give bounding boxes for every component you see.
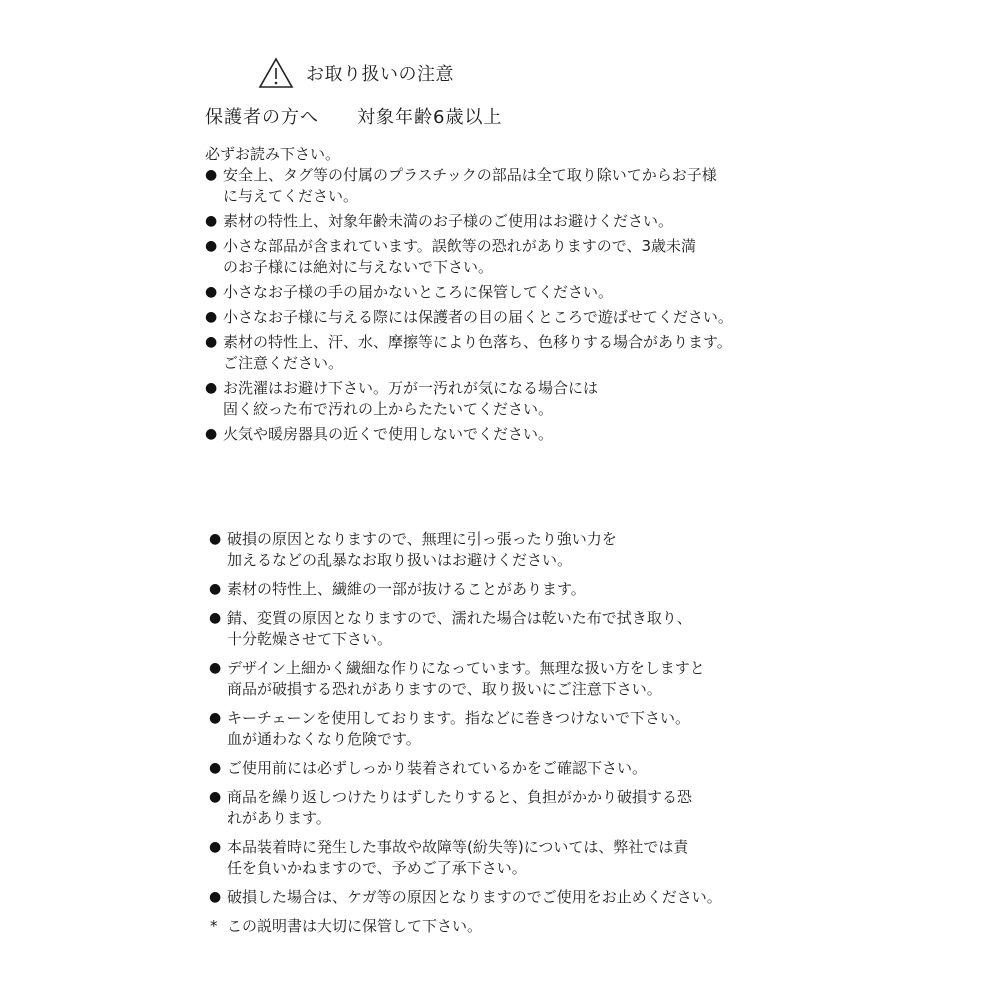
list-item-line: 素材の特性上、汗、水、摩擦等により色落ち、色移りする場合があります。 (223, 333, 732, 351)
list-item-line: 加えるなどの乱暴なお取り扱いはお避けください。 (227, 551, 573, 569)
bullet-icon: ● (209, 660, 222, 676)
list-item (209, 608, 722, 650)
list-item-line: お洗濯はお避け下さい。万が一汚れが気になる場合には (223, 379, 599, 397)
target-audience-subtitle: 保護者の方へ 対象年齢6歳以上 (205, 107, 503, 128)
list-item (205, 236, 733, 278)
list-item-line: 商品を繰り返しつけたりはずしたりすると、負担がかかり破損する恐 (227, 788, 693, 806)
list-item-line: 破損した場合は、ケガ等の原因となりますのでご使用をお止めください。 (227, 888, 722, 906)
list-item (205, 332, 733, 374)
list-item (209, 837, 722, 879)
list-item-line: キーチェーンを使用しております。指などに巻きつけないで下さい。 (227, 709, 691, 727)
bullet-icon: ● (205, 334, 218, 350)
bullet-icon: ● (205, 167, 218, 183)
list-item (205, 282, 733, 303)
list-item (209, 658, 722, 700)
list-item-line: 小さなお子様に与える際には保護者の目の届くところで遊ばせてください。 (223, 308, 733, 326)
bullet-icon: ● (209, 531, 222, 547)
list-item-line: 本品装着時に発生した事故や故障等(紛失等)については、弊社では責 (227, 838, 689, 856)
list-item-line: 任を負いかねますので、予めご了承下さい。 (227, 859, 527, 877)
bullet-icon: ● (209, 610, 222, 626)
bullet-icon: ● (205, 284, 218, 300)
page-title: お取り扱いの注意 (306, 64, 454, 85)
list-item-line: 破損の原因となりますので、無理に引っ張ったり強い力を (227, 530, 617, 548)
list-item (205, 378, 733, 420)
list-item (205, 424, 733, 445)
list-item-line: 固く絞った布で汚れの上からたたいてください。 (223, 400, 554, 418)
bullet-icon: ● (209, 789, 222, 805)
list-item (205, 307, 733, 328)
list-item-line: のお子様には絶対に与えないで下さい。 (223, 258, 494, 276)
warning-triangle-icon (258, 57, 294, 89)
footer-note: * この説明書は大切に保管して下さい。 (210, 917, 483, 935)
list-item-line: れがあります。 (227, 809, 331, 827)
list-item (209, 708, 722, 750)
list-item-line: 血が通わなくなり危険です。 (227, 730, 421, 748)
list-item-line: ご注意ください。 (223, 354, 344, 372)
header-row (258, 55, 454, 91)
intro-text: 必ずお読み下さい。 (205, 145, 341, 163)
list-item (205, 165, 733, 207)
list-item (205, 211, 733, 232)
bullet-icon: ● (205, 238, 218, 254)
list-item-line: 小さな部品が含まれています。誤飲等の恐れがありますので、3歳未満 (223, 237, 697, 255)
bullet-icon: ● (209, 839, 222, 855)
caution-list-secondary (209, 529, 722, 916)
list-item (209, 758, 722, 779)
bullet-icon: ● (209, 581, 222, 597)
list-item-line: 安全上、タグ等の付属のプラスチックの部品は全て取り除いてからお子様 (223, 166, 717, 184)
list-item (209, 787, 722, 829)
bullet-icon: ● (205, 380, 218, 396)
list-item-line: ご使用前には必ずしっかり装着されているかをご確認下さい。 (227, 759, 648, 777)
bullet-icon: ● (209, 889, 222, 905)
list-item-line: 商品が破損する恐れがありますので、取り扱いにご注意下さい。 (227, 680, 662, 698)
list-item-line: デザイン上細かく繊細な作りになっています。無理な扱い方をしますと (227, 659, 705, 677)
list-item-line: に与えてください。 (223, 187, 359, 205)
list-item (209, 887, 722, 908)
list-item-line: 素材の特性上、繊維の一部が抜けることがあります。 (227, 580, 586, 598)
list-item-line: 小さなお子様の手の届かないところに保管してください。 (223, 283, 614, 301)
bullet-icon: ● (205, 309, 218, 325)
bullet-icon: ● (205, 426, 218, 442)
caution-list-primary (205, 165, 733, 449)
list-item-line: 十分乾燥させて下さい。 (227, 630, 393, 648)
bullet-icon: ● (209, 760, 222, 776)
list-item-line: 錆、変質の原因となりますので、濡れた場合は乾いた布で拭き取り、 (227, 609, 692, 627)
list-item (209, 579, 722, 600)
bullet-icon: ● (205, 213, 218, 229)
list-item (209, 529, 722, 571)
bullet-icon: ● (209, 710, 222, 726)
list-item-line: 素材の特性上、対象年齢未満のお子様のご使用はお避けください。 (223, 212, 674, 230)
list-item-line: 火気や暖房器具の近くで使用しないでください。 (223, 425, 554, 443)
